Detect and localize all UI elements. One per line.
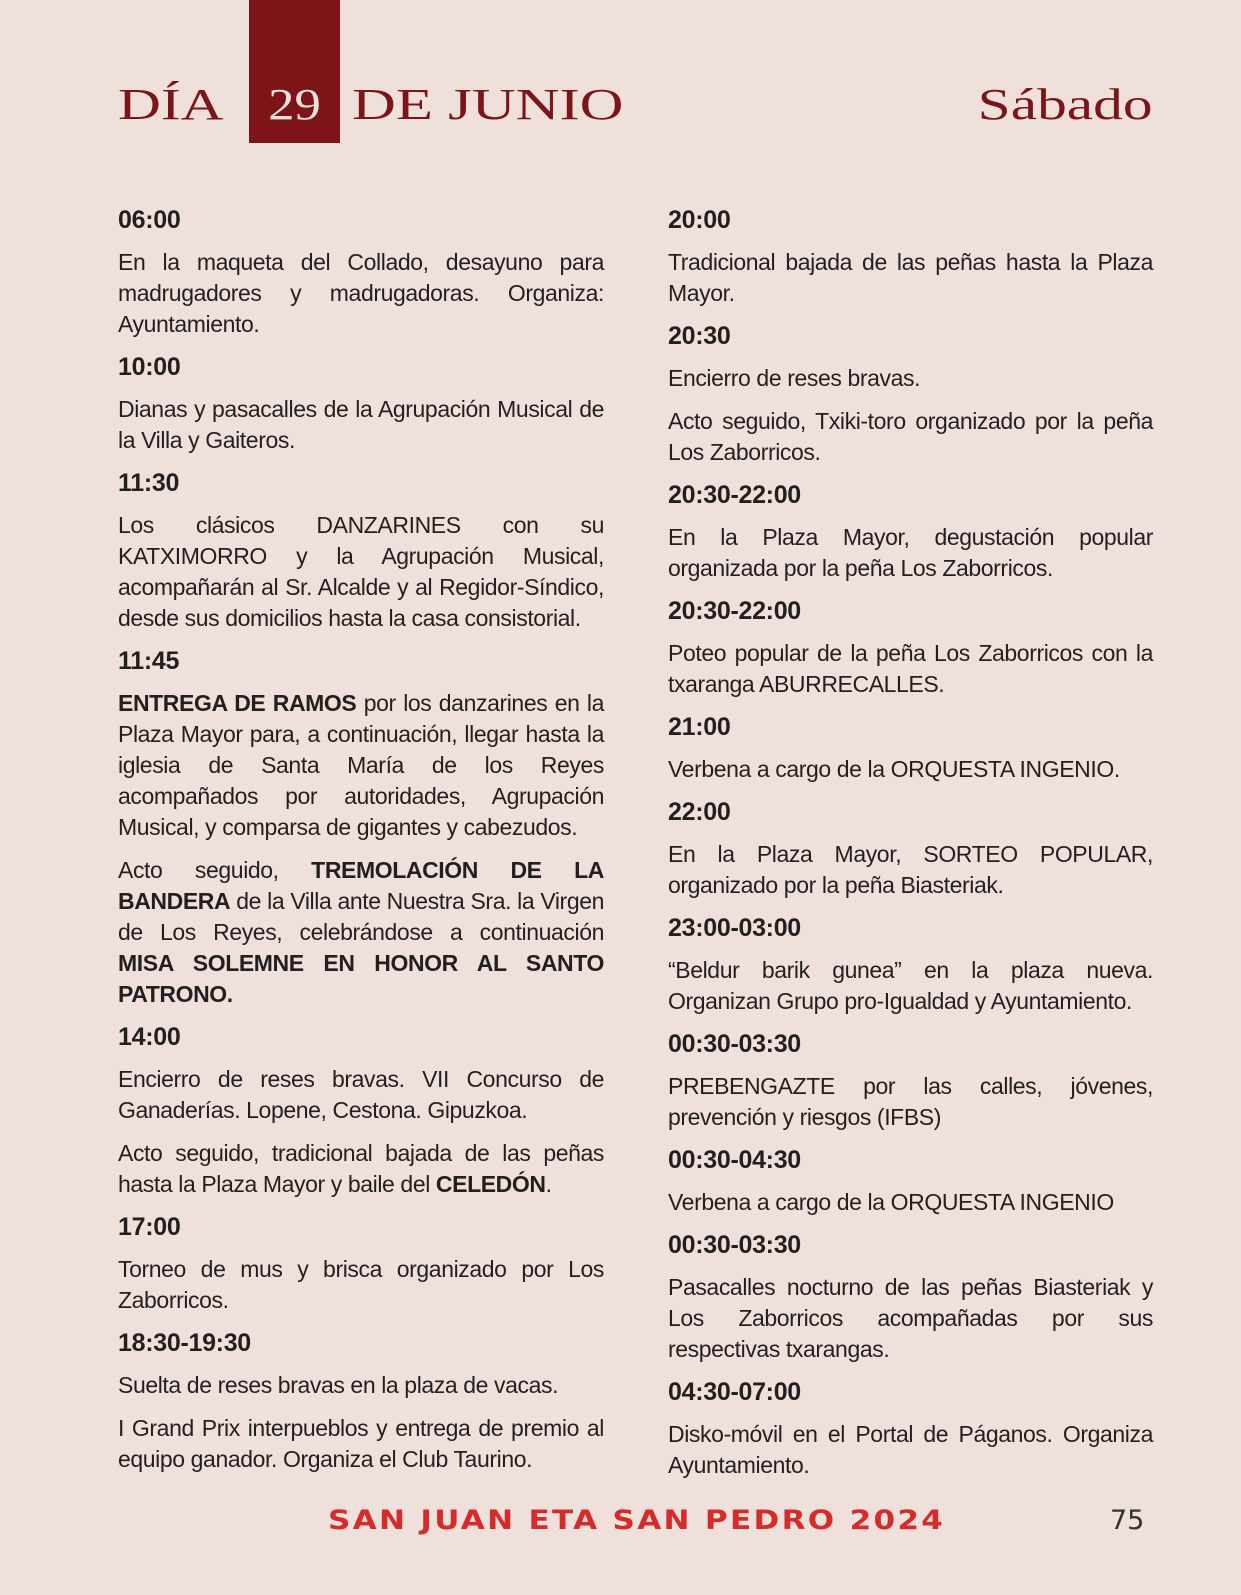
schedule-time: 23:00-03:00	[668, 914, 801, 942]
schedule-description: Pasacalles nocturno de las peñas Biasteriak y Los Zaborricos acompañadas por sus respectivas txarangas.	[668, 1274, 1153, 1362]
schedule-description: En la Plaza Mayor, SORTEO POPULAR, organizado por la peña Biasteriak.	[668, 841, 1153, 898]
text-span: Acto seguido,	[118, 857, 312, 883]
schedule-description: I Grand Prix interpueblos y entrega de premio al equipo ganador. Organiza el Club Taurino.	[118, 1415, 604, 1472]
schedule-time: 21:00	[668, 713, 731, 741]
text-span: por los danzarines en la Plaza Mayor para, a continuación, llegar hasta la iglesia de Santa María de los Reyes acompañados por autoridades, Agrupación Musical, y comparsa de gigantes y cabezudos.	[118, 690, 604, 840]
schedule-description: Disko-móvil en el Portal de Páganos. Organiza Ayuntamiento.	[668, 1421, 1153, 1478]
schedule-description: Verbena a cargo de la ORQUESTA INGENIO.	[668, 756, 1120, 782]
bold-text: MISA SOLEMNE EN HONOR AL SANTO PATRONO.	[118, 950, 604, 1007]
schedule-time: 22:00	[668, 798, 731, 826]
text-span: .	[545, 1171, 552, 1197]
schedule-time: 04:30-07:00	[668, 1378, 801, 1406]
schedule-description: Los clásicos DANZARINES con su KATXIMORRO y la Agrupación Musical, acompañarán al Sr. Alcalde y al Regidor-Síndico, desde sus domicilios hasta la casa consistorial.	[118, 512, 604, 631]
schedule-time: 20:30	[668, 322, 731, 350]
schedule-description	[118, 855, 604, 1010]
bold-text: CELEDÓN	[435, 1171, 546, 1197]
text-span: Acto seguido, tradicional bajada de las peñas hasta la Plaza Mayor y baile del	[118, 1140, 604, 1197]
bold-text: TREMOLACIÓN DE LA BANDERA	[118, 857, 604, 914]
schedule-description: Torneo de mus y brisca organizado por Los Zaborricos.	[118, 1256, 604, 1313]
schedule-description: Tradicional bajada de las peñas hasta la Plaza Mayor.	[668, 249, 1153, 306]
schedule-column-left	[118, 205, 604, 1487]
schedule-description	[118, 688, 604, 843]
schedule-time: 00:30-04:30	[668, 1146, 801, 1174]
schedule-time: 11:45	[118, 647, 180, 675]
schedule-time: 20:30-22:00	[668, 481, 801, 509]
schedule-description: Encierro de reses bravas. VII Concurso de Ganaderías. Lopene, Cestona. Gipuzkoa.	[118, 1066, 604, 1123]
schedule-time: 00:30-03:30	[668, 1030, 801, 1058]
title-dia: DÍA	[118, 80, 224, 129]
schedule-time: 11:30	[118, 469, 180, 497]
page-footer	[0, 1505, 1241, 1545]
schedule-time: 14:00	[118, 1023, 181, 1051]
schedule-description: En la Plaza Mayor, degustación popular organizada por la peña Los Zaborricos.	[668, 524, 1153, 581]
page-number: 75	[1110, 1505, 1145, 1536]
schedule-time: 00:30-03:30	[668, 1231, 801, 1259]
schedule-description: Dianas y pasacalles de la Agrupación Musical de la Villa y Gaiteros.	[118, 396, 604, 453]
title-weekday: Sábado	[978, 80, 1153, 129]
title-month: DE JUNIO	[352, 80, 624, 129]
schedule-description: Suelta de reses bravas en la plaza de vacas.	[118, 1372, 559, 1398]
schedule-description: Encierro de reses bravas.	[668, 365, 921, 391]
schedule-time: 18:30-19:30	[118, 1329, 251, 1357]
schedule-description	[118, 1138, 604, 1200]
schedule-time: 20:00	[668, 206, 731, 234]
schedule-column-right	[668, 205, 1153, 1493]
schedule-description: PREBENGAZTE por las calles, jóvenes, prevención y riesgos (IFBS)	[668, 1073, 1153, 1130]
schedule-description: “Beldur barik gunea” en la plaza nueva. Organizan Grupo pro-Igualdad y Ayuntamiento.	[668, 957, 1153, 1014]
text-span: de la Villa ante Nuestra Sra. la Virgen de Los Reyes, celebrándose a continuación	[118, 888, 604, 945]
title-day-number: 29	[268, 80, 321, 129]
bold-text: ENTREGA DE RAMOS	[118, 690, 357, 716]
schedule-description: Poteo popular de la peña Los Zaborricos con la txaranga ABURRECALLES.	[668, 640, 1153, 697]
schedule-time: 10:00	[118, 353, 181, 381]
schedule-description: En la maqueta del Collado, desayuno para madrugadores y madrugadoras. Organiza: Ayuntamiento.	[118, 249, 604, 337]
schedule-time: 17:00	[118, 1213, 181, 1241]
schedule-time: 06:00	[118, 206, 181, 234]
footer-title: SAN JUAN ETA SAN PEDRO 2024	[328, 1505, 946, 1536]
schedule-time: 20:30-22:00	[668, 597, 801, 625]
schedule-description: Acto seguido, Txiki-toro organizado por la peña Los Zaborricos.	[668, 408, 1153, 465]
schedule-description: Verbena a cargo de la ORQUESTA INGENIO	[668, 1189, 1114, 1215]
